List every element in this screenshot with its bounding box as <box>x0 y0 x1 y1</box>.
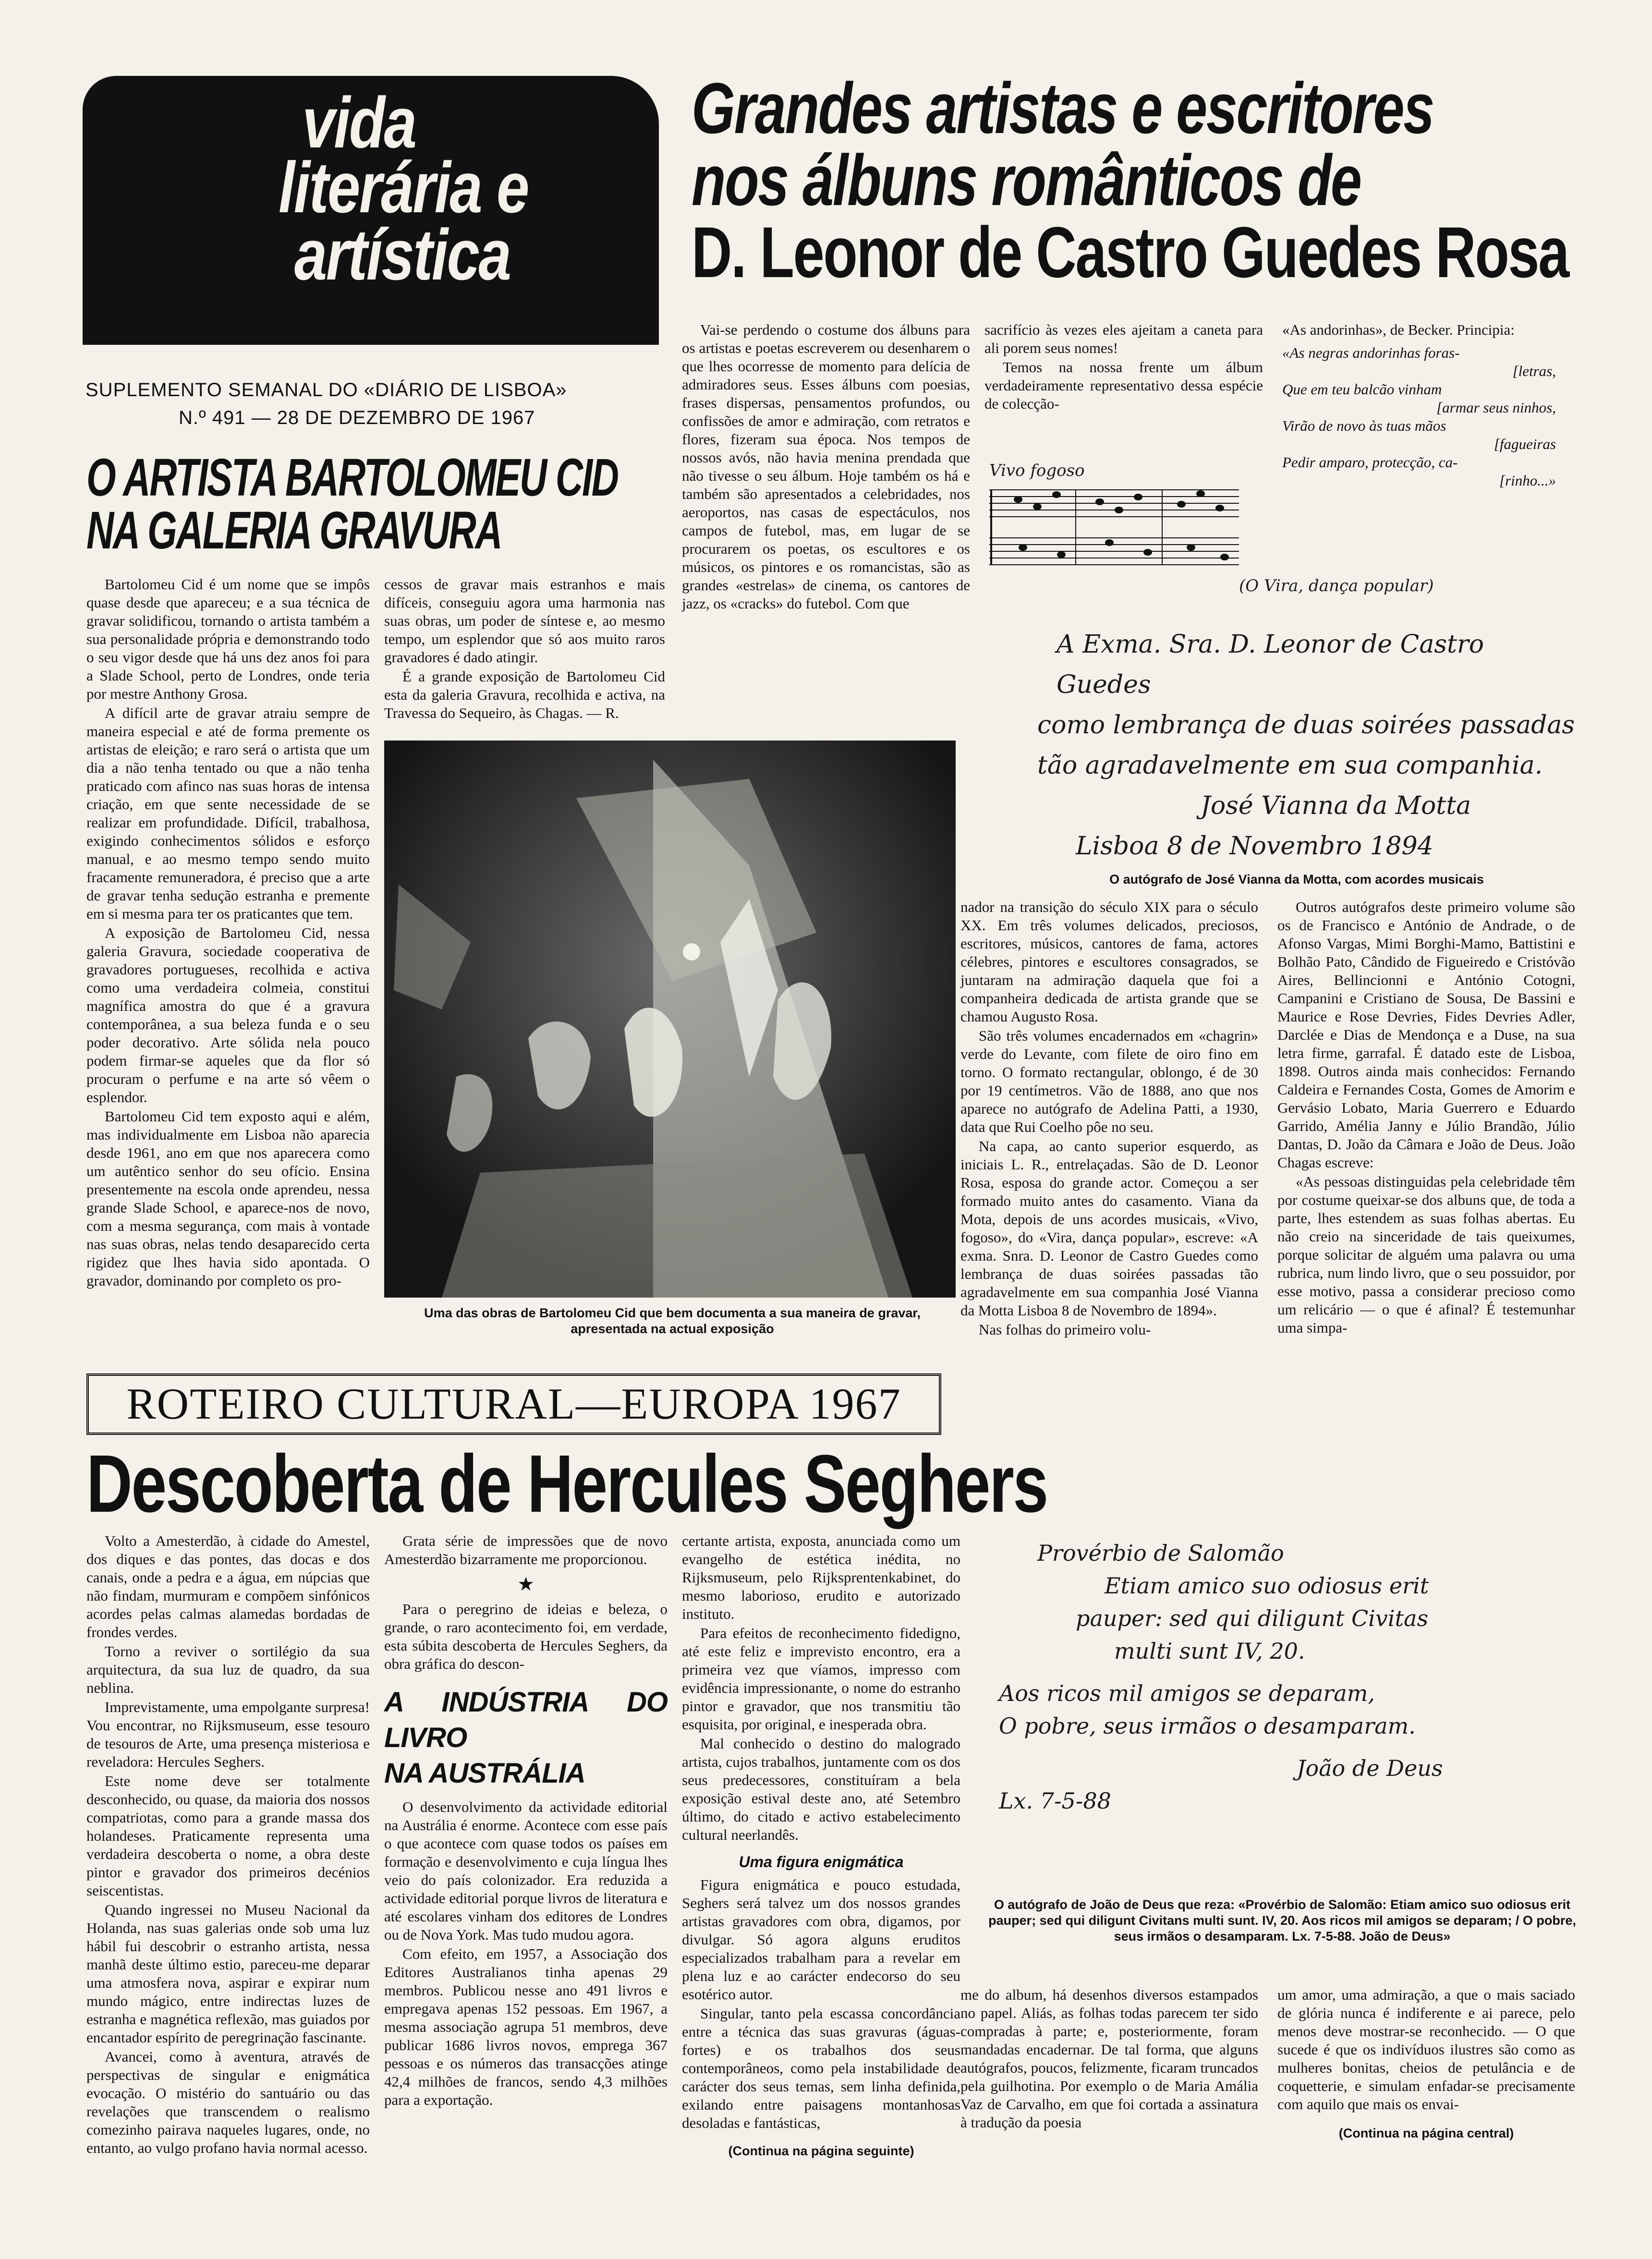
cid-col2-para: É a grande exposição de Bartolomeu Cid esta da galeria Gravura, recolhida e activa, na Travessa do Sequeiro, às Chagas. — R. <box>384 668 665 721</box>
continued-central: (Continua na página central) <box>1338 2126 1514 2140</box>
cid-col1-para: Bartolomeu Cid é um nome que se impôs quase desde que apareceu; e a sua técnica de gravar solidificou, tornando o artista também a sua personalidade própria e demonstrando todo o seu vigor desde que há uns dez anos foi para a Slade School, perto de Londres, onde teria por mestre Anthony Grosa. <box>86 576 370 702</box>
deus-line: O pobre, seus irmãos o desamparam. <box>999 1713 1416 1739</box>
cid-col1-para: A difícil arte de gravar atraiu sempre de maneira especial e até de forma premente os artistas de eleição; e raro será o artista que um dia a não tenha tentado ou que a não tenha praticado com afinco nas suas horas de intensa criação, em que sente necessidade de se realizar em profundidade. Difícil, trabalhosa, exigindo conhecimentos sólidos e esforço manual, e ao mesmo tempo sendo muito fracamente remuneradora, é preciso que a arte de gravar tenha sedução estranha e premente em si mesma para ter os praticantes que tem. <box>86 704 370 922</box>
masthead-line-3: artística <box>294 214 510 295</box>
continued-next-page: (Continua na página seguinte) <box>728 2144 914 2158</box>
headline-line-2: nos álbuns românticos de <box>692 140 1361 220</box>
cid-column-2 <box>384 575 665 723</box>
deus-line: Etiam amico suo odiosus erit <box>1105 1573 1429 1599</box>
leonor-column-3-top <box>1282 321 1556 490</box>
headline-line-1: Grandes artistas e escritores <box>692 68 1434 148</box>
cid-caption: Uma das obras de Bartolomeu Cid que bem documenta a sua maneira de gravar, apresentada na actual exposição <box>424 1306 921 1336</box>
deus-line: pauper: sed qui diligunt Civitas <box>1076 1605 1429 1631</box>
enigmatic-subheading: Uma figura enigmática <box>739 1853 904 1870</box>
masthead-line-2: literária e <box>279 147 528 228</box>
australia-para: O desenvolvimento da actividade editorial na Austrália é enorme. Acontece com esse país o que acontece com quase todos os países em formação e desenvolvimento e cuja língua lhes veio do país colonizador. Era reduzida a actividade editorial porque livros de literatura e até escolares vinham dos editores de Londres ou de Nova York. Mas tudo mudou agora. <box>384 1798 668 1943</box>
engraving-artwork <box>384 741 956 1298</box>
score-note: (O Vira, dança popular) <box>1239 576 1434 595</box>
motta-date: Lisboa 8 de Novembro 1894 <box>1076 832 1433 861</box>
issue-line: N.º 491 — 28 DE DEZEMBRO DE 1967 <box>179 407 535 428</box>
leonor-column-1 <box>682 321 970 614</box>
verse-line: [fagueiras <box>1494 436 1556 452</box>
cid-col2-para: cessos de gravar mais estranhos e mais difíceis, conseguiu agora uma harmonia nas suas obras, um poder de síntese e, ao mesmo tempo, um esplendor que só aos muito raros gravadores é dado atingir. <box>384 576 665 666</box>
score-handwriting: Vivo fogoso <box>989 461 1085 480</box>
roteiro-col1-para: Volto a Amesterdão, à cidade do Amestel, dos diques e das pontes, das docas e dos canais, onde a pedra e a água, em núpcias que não findam, murmuram e compõem sinfónicos acordes pelas calmas alamedas bordadas de frondes verdes. <box>86 1532 370 1640</box>
star-divider: ★ <box>517 1573 534 1595</box>
leonor-col2-para: sacrifício às vezes eles ajeitam a caneta para ali porem seus nomes! <box>984 321 1263 356</box>
leonor-column-2-bottom <box>960 1986 1258 2133</box>
leonor-col2-para: Nas folhas do primeiro volu- <box>979 1321 1151 1338</box>
leonor-col2-para: Temos na nossa frente um álbum verdadeiramente representativo dessa espécie de colecção- <box>984 359 1263 412</box>
cid-column-1 <box>86 575 370 1291</box>
deus-signature: João de Deus <box>1297 1755 1443 1781</box>
leonor-column-3-mid <box>1277 898 1575 1338</box>
motta-line: A Exma. Sra. D. Leonor de Castro Guedes <box>1057 630 1484 699</box>
roteiro-col1-para: Quando ingressei no Museu Nacional da Holanda, nas suas galerias onde sob uma luz hábil fui descobrir o estranho artista, nessa manhã deste último estio, pareceu-me deparar uma atmosfera nova, aspirar e expirar num mundo mágico, entre indirectas luzes de estranha e magnética reflexão, mas guiados por encantador espírito de peregrinação fascinante. <box>86 1901 370 2046</box>
australia-title <box>384 1685 668 1791</box>
roteiro-col1-para: Avancei, como à aventura, através de perspectivas de singular e enigmática evocação. O mistério do santuário ou das revelações que transcendem o realismo comezinho pairava naqueles lugares, onde, no entanto, ao vulgo profano havia normal acesso. <box>86 2048 370 2156</box>
roteiro-column-2 <box>384 1532 668 2110</box>
leonor-column-2-top <box>984 321 1263 414</box>
verse <box>1282 344 1556 490</box>
verse-line: «As negras andorinhas foras- <box>1282 344 1460 361</box>
leonor-col2-para: São três volumes encadernados em «chagrin» verde do Levante, com filete de oiro fino em torno. O formato rectangular, oblongo, é de 30 por 19 centímetros. Vão de 1888, ano que nos aparece no autógrafo de Adelina Patti, a 1930, data que Rui Coelho pôe no seu. <box>960 1027 1258 1135</box>
leonor-column-3-bottom <box>1277 1986 1575 2142</box>
australia-title-line: A INDÚSTRIA DO LIVRO <box>384 1687 668 1753</box>
roteiro-col1-para: Imprevistamente, uma empolgante surpresa! Vou encontrar, no Rijksmuseum, esse tesouro de tesouros de Arte, uma presença misteriosa e reveladora: Hercules Seghers. <box>86 1699 370 1770</box>
roteiro-col1-para: Torno a reviver o sortilégio da sua arquitectura, da sua luz de quadro, da sua neblina. <box>86 1643 370 1696</box>
verse-line: [rinho...» <box>1499 472 1556 489</box>
deus-date: Lx. 7-5-88 <box>999 1788 1111 1814</box>
roteiro-column-1 <box>86 1532 370 2158</box>
motta-line: tão agradavelmente em sua companhia. <box>1037 751 1543 780</box>
roteiro-col3-para: Mal conhecido o destino do malogrado artista, cujos trabalhos, juntamente com os dos seus predecessores, constituíram a bela exposição estival deste ano, até Setembro último, do citado e activo estabelecimento cultural neerlandês. <box>682 1735 960 1843</box>
leonor-col3-para: Outros autógrafos deste primeiro volume são os de Francisco e António de Andrade, o de Afonso Vargas, Mimi Borghi-Mamo, Battistini e Bolhão Pato, Cândido de Figueiredo e Cristóvão Aires, Bellincionni e António Cotogni, Campanini e Cristiano de Sousa, De Bassini e Maurice e Rose Devries, Fides Devries Adler, Darclée e Dias de Mendonça e a Duse, na sua letra firme, garrafal. É datado este de Lisboa, 1898. Outros ainda mais conhecidos: Fernando Caldeira e Fernandes Costa, Gomes de Amorim e Gervásio Lobato, Maria Guerrero e Eduardo Garrido, Amélia Janny e Júlio Brandão, Júlio Dantas, D. João da Câmara e João de Deus. João Chagas escreve: <box>1277 899 1575 1171</box>
roteiro-col2-para: Para o peregrino de ideias e beleza, o grande, o raro acontecimento foi, em verdade, esta súbita descoberta de Hercules Seghers, da obra gráfica do descon- <box>384 1601 668 1672</box>
roteiro-col2-para: Grata série de impressões que de novo Amesterdão bizarramente me proporcionou. <box>384 1532 668 1567</box>
verse-line: Que em teu balcão vinham <box>1282 381 1442 398</box>
motta-line: como lembrança de duas soirées passadas <box>1037 711 1575 740</box>
deus-autograph <box>980 1537 1585 1817</box>
masthead-line-1: vida <box>302 82 416 163</box>
musical-score-image <box>989 480 1325 581</box>
deus-line: multi sunt IV, 20. <box>1114 1638 1305 1664</box>
motta-caption: O autógrafo de José Vianna da Motta, com acordes musicais <box>1109 872 1484 887</box>
roteiro-column-3 <box>682 1532 960 2160</box>
verse-line: Pedir amparo, protecção, ca- <box>1282 454 1458 471</box>
roteiro-col3-para: certante artista, exposta, anunciada como um evangelho de estética inédita, no Rijksmuseum, pelo Rijksprentenkabinet, do mesmo laborioso, erudito e autorizado instituto. <box>682 1532 960 1622</box>
headline-line-3: D. Leonor de Castro Guedes Rosa <box>692 212 1568 292</box>
cid-engraving-image <box>384 741 956 1298</box>
seghers-title: Descoberta de Hercules Seghers <box>86 1438 1047 1530</box>
cid-col1-para: Bartolomeu Cid tem exposto aqui e além, mas individualmente em Lisboa não aparecia desde 1961, ano em que nos aparecera como um autêntico senhor do seu ofício. Ensina presentemente na escola onde aprendeu, nessa grande Slade School, e aparece-nos de novo, com a mesma segurança, com mais à vontade nas suas obras, nelas tendo desaparecido certa rigidez que lhes havia sido apontada. O gravador, dominando por completo os pro- <box>86 1108 370 1289</box>
roteiro-col3-para: Singular, tanto pela escassa concordância entre a técnica das suas gravuras (águas-fortes) e os trabalhos dos seus contemporâneos, como pela instabilidade de carácter dos seus temas, sem linha definida, exilando entre paisagens montanhosas desoladas e fantásticas, <box>682 2005 960 2131</box>
cid-title-line-2: NA GALERIA GRAVURA <box>86 501 502 560</box>
deus-line: Provérbio de Salomão <box>1037 1540 1284 1566</box>
motta-autograph <box>1037 624 1585 866</box>
leonor-col2-para: Na capa, ao canto superior esquerdo, as iniciais L. R., entrelaçadas. São de D. Leonor Rosa, esposa do grande actor. Começou a ser formado muito antes do casamento. Viana da Mota, depois de uns acordes musicais, «Vivo, fogoso», do «Vira, dança popular», escreve: «A exma. Snra. D. Leonor de Castro Guedes como lembrança de duas soirées passadas tão agradavelmente em sua companhia José Vianna da Motta Lisboa 8 de Novembro de 1894». <box>960 1138 1258 1319</box>
roteiro-col3-para: Para efeitos de reconhecimento fidedigno, até este feliz e imprevisto encontro, era a primeira vez que víamos, impresso com evidência impressionante, o nome do estranho pintor e gravador, que nos transmitiu tão esquisita, por original, e inesperada obra. <box>682 1625 960 1733</box>
roteiro-col1-para: Este nome deve ser totalmente desconhecido, ou quase, da maioria dos nossos compatriotas, como para a grande massa dos holandeses. Praticamente representa uma verdadeira descoberta o nome, a obra deste pintor e gravador dos primeiros decénios seiscentistas. <box>86 1773 370 1899</box>
leonor-column-2-mid <box>960 898 1258 1340</box>
cid-title <box>86 448 682 560</box>
roteiro-box-label: ROTEIRO CULTURAL—EUROPA 1967 <box>126 1379 901 1428</box>
motta-signature: José Vianna da Motta <box>1201 791 1471 820</box>
roteiro-col3-para: Figura enigmática e pouco estudada, Seghers será talvez um dos nossos grandes artistas gravadores com obra, digamos, por divulgar. Só agora alguns eruditos especializados trabalham para a revelar em plena luz e ao carácter endecorso do seu esotérico autor. <box>682 1876 960 2003</box>
deus-caption: O autógrafo de João de Deus que reza: «Provérbio de Salomão: Etiam amico suo odiosus erit pauper; sed qui diligunt Civitans multi sunt. IV, 20. Aos ricos mil amigos se deparam; / O pobre, seus irmãos o desamparam. Lx. 7-5-88. João de Deus» <box>988 1897 1576 1943</box>
main-headline <box>692 68 1633 292</box>
australia-para: Com efeito, em 1957, a Associação dos Editores Australianos tinha apenas 29 membros. Publicou nesse ano 491 livros e empregava apenas 152 pessoas. Em 1967, a mesma associação agrupa 51 membros, deve publicar 1686 livros novos, emprega 367 pessoas e os números das transacções atinge 42,4 milhões de francos, sendo 4,3 milhões para a exportação. <box>384 1945 668 2108</box>
leonor-col3-para: «As andorinhas», de Becker. Principia: <box>1282 321 1515 338</box>
masthead-title <box>279 82 653 295</box>
verse-line: [letras, <box>1512 363 1556 379</box>
cid-col1-para: A exposição de Bartolomeu Cid, nessa galeria Gravura, sociedade cooperativa de gravadores portugueses, recolhida e activa como uma verdadeira colmeia, constitui magnífica amostra do que é a gravura contemporânea, a sua beleza funda e o seu poder decorativo. Arte sólida nela pouco podem firmar-se aqueles que da flor só procuram o perfume e na arte só vêem o esplendor. <box>86 924 370 1105</box>
verse-line: [armar seus ninhos, <box>1436 399 1556 416</box>
leonor-col3-para: «As pessoas distinguidas pela celebridade têm por costume queixar-se dos albuns que, de toda a parte, lhes estendem as suas folhas abertas. Eu não creio na sinceridade de tais queixumes, porque solicitar de alguém uma palavra ou uma rubrica, num lindo livro, que o seu possuidor, por esse motivo, passa a considerar precioso como um relicário — o que é afinal? É testemunhar uma simpa- <box>1277 1173 1575 1336</box>
supplement-line: SUPLEMENTO SEMANAL DO «DIÁRIO DE LISBOA» <box>85 379 567 401</box>
leonor-col1-para: Vai-se perdendo o costume dos álbuns para os artistas e poetas escreverem ou desenharem o que lhes ocorresse de momento para delícia de admiradores seus. Esses álbuns com poesias, frases dispersas, pensamentos profundos, ou confissões de amor e admiração, com retratos e flores, fizeram sua época. Nos tempos de nossos avós, não havia menina prendada que não tivesse o seu álbum. Hoje também os há e também são apresentados a celebridades, nos aeroportos, nas casas de espectáculos, nos campos de futebol, mas, em lugar de se procurarem os poetas, os escultores e os músicos, os pintores e os romancistas, são as grandes «estrelas» de cinema, os cantores de jazz, os «cracks» do futebol. Com que <box>682 321 970 612</box>
leonor-col2-para: me do album, há desenhos diversos estampados no papel. Aliás, as folhas todas parecem ter sido compradas à parte; e, posteriormente, foram mandadas encadernar. De tal forma, que alguns autógrafos, poucos, felizmente, ficaram truncados pela guilhotina. Por exemplo o de Maria Amália Vaz de Carvalho, em que foi cortada a assinatura à tradução da poesia <box>960 1986 1258 2131</box>
verse-line: Virão de novo às tuas mãos <box>1282 417 1446 434</box>
australia-title-line: NA AUSTRÁLIA <box>384 1758 585 1789</box>
cid-title-line-1: O ARTISTA BARTOLOMEU CID <box>86 448 618 507</box>
leonor-col3-para: um amor, uma admiração, a que o mais saciado de glória nunca é indiferente e ai parece, pelo menos deve mostrar-se reconhecido. — O que sucede é que os indivíduos ilustres são como as mulheres bonitas, cheios de petulância e de coquetterie, e simulam enfadar-se precisamente com aquilo que mais os envai- <box>1277 1986 1575 2113</box>
deus-line: Aos ricos mil amigos se deparam, <box>999 1680 1375 1706</box>
leonor-col2-para: nador na transição do século XIX para o século XX. Em três volumes delicados, preciosos, escritores, músicos, cantores de fama, actores célebres, pintores e escultores consagrados, se juntaram na admiração daquela que foi a companheira dedicada de artista grande que se chamou Augusto Rosa. <box>960 899 1258 1025</box>
